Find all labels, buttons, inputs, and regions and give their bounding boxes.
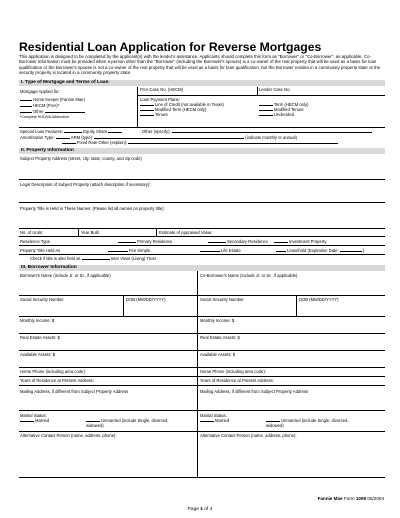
num-units-label: No. of Units: [20,230,44,235]
coborrower-ssn-label: Social Security Number [200,297,244,302]
borrower-available-label: Available Assets: $ [20,352,56,357]
coborrower-married-option[interactable]: Married [200,418,229,423]
section-2-header: II. Property Information [19,148,385,154]
term-hecm-option[interactable]: Term (HECM only) [259,102,308,107]
title-held-label: Property Title is Held in These Names: (Please list all names on property title): [20,206,165,211]
borrower-unmarried-option[interactable]: Unmarried (include Single, divorced, widowed) [86,418,169,428]
borrower-income-label: Monthly Income: $ [20,318,55,323]
page-number: Page 1 of 4 [187,507,213,512]
section-3-header: III. Borrower Information [19,265,385,271]
amortization-row[interactable]: Amortization Type: ARM (type): (indicate monthly or annual) [20,135,297,140]
home-keeper-option[interactable]: Home Keeper (Fannie Mae) [20,97,85,102]
modified-term-option[interactable]: Modified Term (HECM only) [140,107,206,112]
borrower-years-label: Years of Residence at Present Address: [20,378,94,383]
borrower-real-estate-label: Real Estate Assets: $ [20,335,60,340]
intro-paragraph: This application is designed to be completed by the applicant(s) with the lender's assistance. Applicants should complete this form as "Borrower" or "Co-Borrower", as applicable. Co-Borrower information must be provided when a person other than the "Borrower" (including the Borrower's spouse) is a co-owner of the real property that will be used as a basis for loan qualification or the Borrower's spouse is not a co-owner of the real property that will be used as a basis for loan qualification, but the Borrower resides in a community property state or the security property is located in a community property state. [19,54,381,76]
primary-residence-option[interactable]: Primary Residence [118,239,172,244]
hecm-option[interactable]: HECM (FHA)* [20,103,59,108]
secondary-residence-option[interactable]: Secondary Residence [208,239,268,244]
subject-address-label: Subject Property Address (street, city, state, county, and zip code) [20,156,142,161]
coborrower-marital-label: Marital Status: [200,413,227,418]
residence-type-label: Residence Type [20,239,50,244]
coborrower-available-label: Available Assets: $ [200,352,236,357]
other-specify-row[interactable]: Other (specify): [142,129,373,134]
section-1-header: I. Type of Mortgage and Terms of Loan [19,80,385,86]
page-title: Residential Loan Application for Reverse Mortgages [19,40,322,54]
year-built-label: Year Built [81,230,99,235]
coborrower-phone-label: Home Phone (including area code): [200,369,266,374]
borrower-dob-label: DOB (MM/DD/YYYY) [126,297,166,302]
mortgage-applied-label: Mortgage Applied for: [20,89,60,94]
borrower-name-label: Borrower's Name (include Jr. or Sr., if applicable) [20,273,111,278]
coborrower-income-label: Monthly Income: $ [200,318,235,323]
coborrower-years-label: Years of Residence at Present Address: [200,378,274,383]
fee-simple-option[interactable]: Fee Simple [108,248,150,253]
coborrower-real-estate-label: Real Estate Assets: $ [200,335,240,340]
modified-tenure-option[interactable]: Modified Tenure [259,107,304,112]
line-of-credit-option[interactable]: Line of Credit (not available in Texas) [140,102,224,107]
legal-desc-label: Legal Description of Subject Property (attach description if necessary): [20,182,151,187]
title-held-as-label: Property Title Held As [20,248,61,253]
coborrower-alt-contact-label: Alternative Contact Person (name, address, phone): [200,433,297,438]
borrower-mailing-label: Mailing Address, if different from Subject Property Address [20,389,129,394]
special-features-row[interactable]: Special Loan Features: Equity Share [20,129,123,134]
complete-note: *Complete HUD/VA Addendum [20,115,70,119]
loan-payment-label: Loan Payment Plans: [140,97,180,102]
coborrower-dob-label: DOB (MM/DD/YYYY) [299,297,339,302]
tenure-option[interactable]: Tenure [140,112,168,117]
fha-case-label: FHA Case No. (HECM) [140,87,184,92]
leasehold-option[interactable]: Leasehold (Expiration Date: ) [276,248,364,253]
borrower-marital-label: Marital Status: [20,413,47,418]
coborrower-mailing-label: Mailing Address, if different from Subject Property Address [200,389,309,394]
form-id: Fannie Mae Form 1009 05/2004 [317,496,384,501]
check-trust-row[interactable]: Check if title is also held as Inter Vivos (Living) Trust [30,256,156,261]
undecided-option[interactable]: Undecided [259,112,294,117]
life-estate-option[interactable]: Life Estate [200,248,241,253]
borrower-married-option[interactable]: Married [20,418,49,423]
coborrower-unmarried-option[interactable]: Unmarried (include Single, divorced, widowed) [266,418,349,428]
appraised-value-label: Estimate of Appraised Value: [159,230,213,235]
coborrower-name-label: Co-Borrower's Name (include Jr. or Sr., if applicable) [200,273,298,278]
borrower-ssn-label: Social Security Number [20,297,64,302]
borrower-phone-label: Home Phone (including area code): [20,369,86,374]
fixed-rate-row[interactable]: Fixed Rate Other (explain): [62,140,339,145]
lender-case-label: Lender Case No. [259,87,291,92]
borrower-alt-contact-label: Alternative Contact Person (name, address, phone): [20,433,117,438]
other-option[interactable]: Other [20,109,86,114]
investment-property-option[interactable]: Investment Property [274,239,326,244]
